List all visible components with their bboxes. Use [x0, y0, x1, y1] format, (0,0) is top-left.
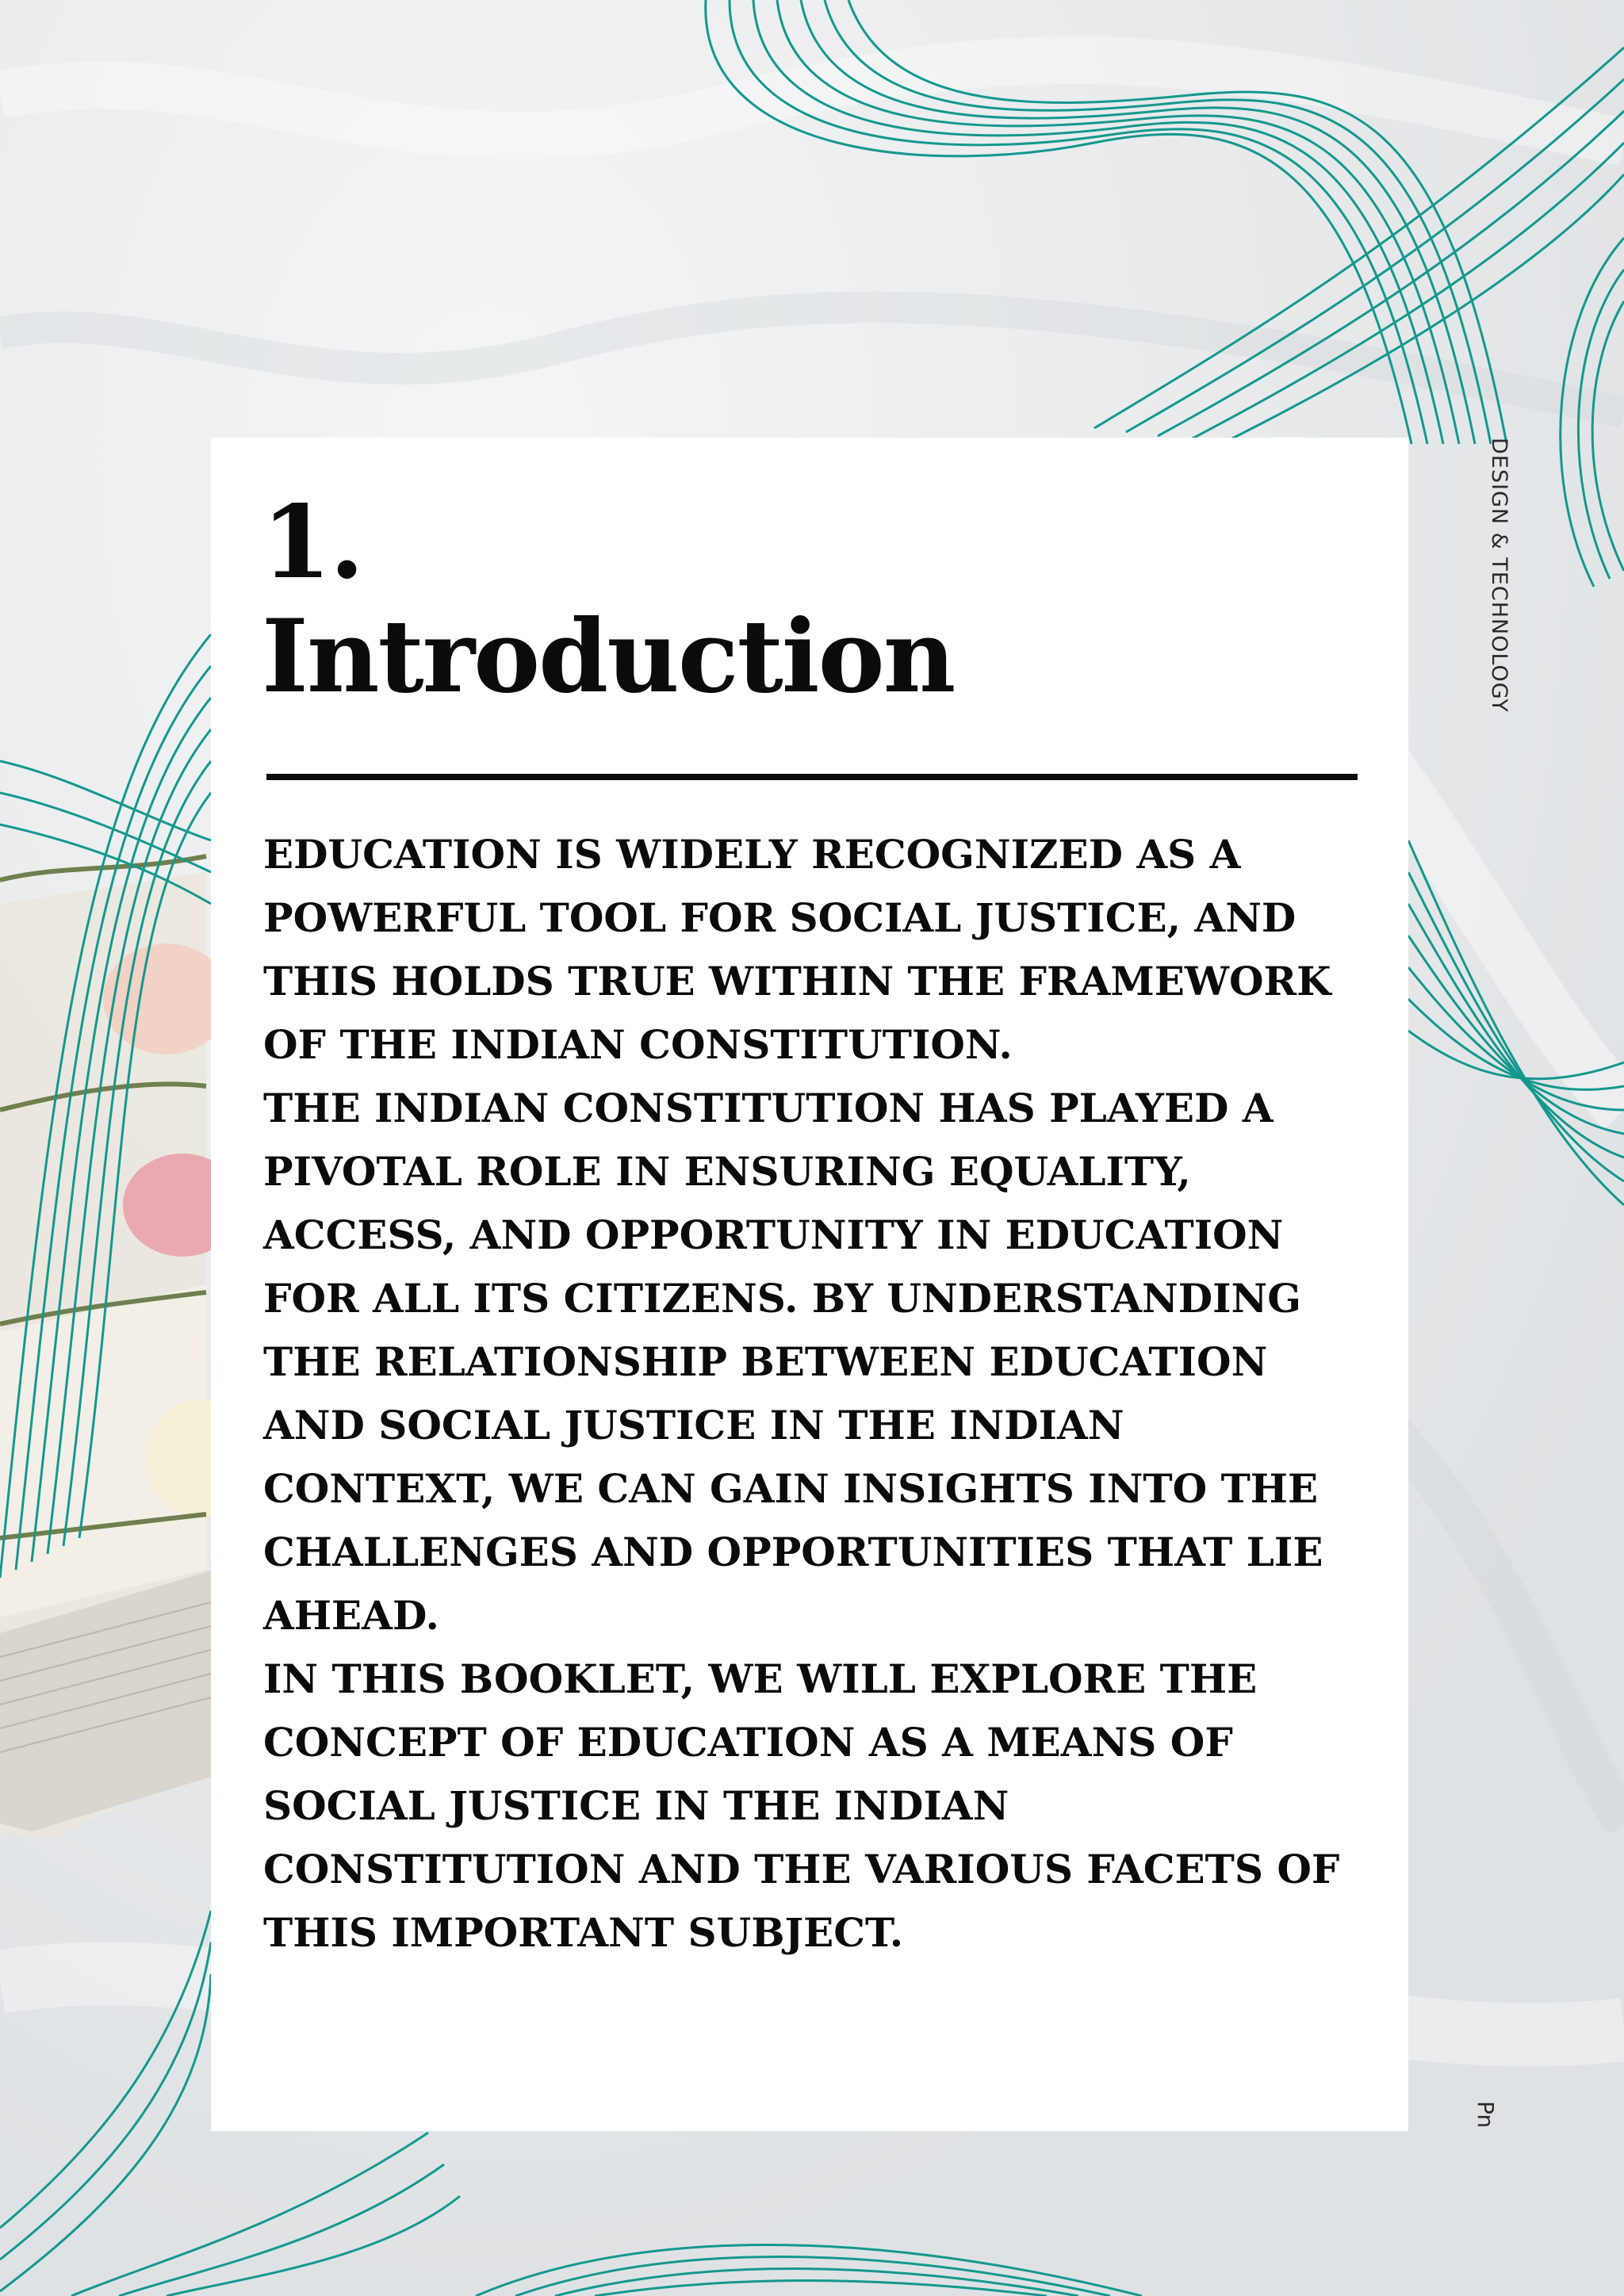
paragraph: IN THIS BOOKLET, WE WILL EXPLORE THE CONCEPT OF EDUCATION AS A MEANS OF SOCIAL JUSTICE IN THE INDIAN CONSTITUTION AND THE VARIOUS FACETS OF THIS IMPORTANT SUBJECT.: [263, 1655, 1340, 1956]
side-label: DESIGN & TECHNOLOGY: [1487, 438, 1511, 713]
section-title: Introduction: [262, 598, 955, 715]
paragraph: THE INDIAN CONSTITUTION HAS PLAYED A PIVOTAL ROLE IN ENSURING EQUALITY, ACCESS, AND OPPORTUNITY IN EDUCATION FOR ALL ITS CITIZENS. BY UNDERSTANDING THE RELATIONSHIP BETWEEN EDUCATION AND SOCIAL JUSTICE IN THE INDIAN CONTEXT, WE CAN GAIN INSIGHTS INTO THE CHALLENGES AND OPPORTUNITIES THAT LIE AHEAD.: [263, 1085, 1323, 1639]
teal-wave-decoration-right: [1408, 825, 1624, 1237]
page-number: Pn: [1473, 2101, 1499, 2129]
introduction-body: [263, 823, 1358, 1965]
heading-divider: [266, 774, 1358, 780]
paragraph: EDUCATION IS WIDELY RECOGNIZED AS A POWERFUL TOOL FOR SOCIAL JUSTICE, AND THIS HOLDS TRUE WITHIN THE FRAMEWORK OF THE INDIAN CONSTITUTION.: [263, 831, 1331, 1068]
teal-wave-decoration-left: [0, 634, 211, 1586]
section-number: 1.: [262, 484, 363, 601]
section-heading: [262, 485, 1293, 714]
content-card: [211, 438, 1408, 2131]
